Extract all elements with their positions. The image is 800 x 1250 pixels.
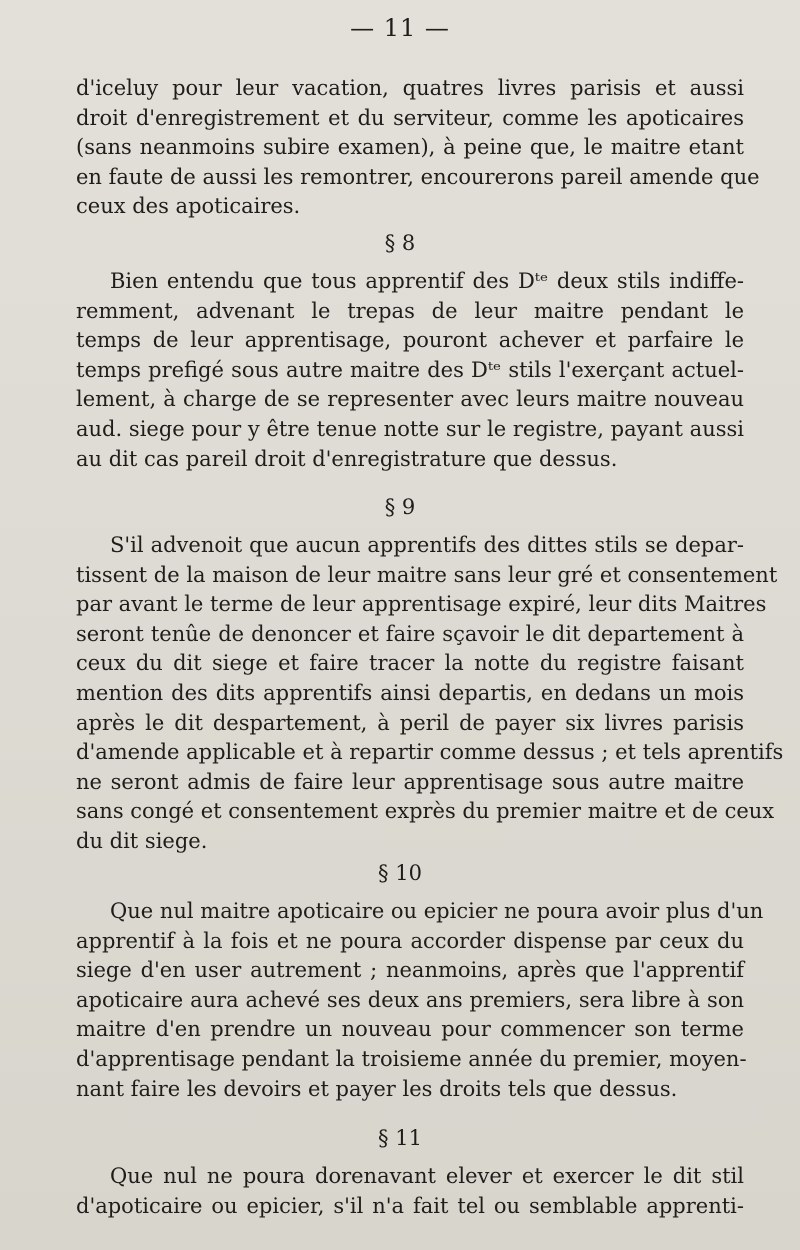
text-line: Que nul ne poura dorenavant elever et exercer le dit stil [110,1164,744,1188]
text-line: droit d'enregistrement et du serviteur, comme les apoticaires [76,105,744,130]
text-line: après le dit despartement, à peril de payer six livres parisis [76,710,744,735]
paragraph-continuation [76,74,760,222]
text-line: du dit siege. [76,828,208,853]
section-heading-10: § 10 [378,861,422,885]
text-line: temps prefigé sous autre maitre des Dᵗᵉ stils l'exerçant actuel- [76,357,744,382]
text-line: d'apoticaire ou epicier, s'il n'a fait tel ou semblable apprenti- [76,1193,744,1218]
paragraph-section-9 [76,531,784,857]
section-heading-8: § 8 [384,231,416,255]
text-line: nant faire les devoirs et payer les droits tels que dessus. [76,1076,678,1101]
text-line: temps de leur apprentisage, pouront achever et parfaire le [76,328,744,353]
text-line: ceux du dit siege et faire tracer la notte du registre faisant [76,651,744,676]
text-line: d'iceluy pour leur vacation, quatres livres parisis et aussi [76,76,744,100]
text-line: au dit cas pareil droit d'enregistrature que dessus. [76,446,618,471]
text-line: aud. siege pour y être tenue notte sur le registre, payant aussi [76,416,744,441]
section-heading-11: § 11 [378,1126,422,1150]
text-line: apoticaire aura achevé ses deux ans premiers, sera libre à son [76,987,744,1012]
text-line: siege d'en user autrement ; neanmoins, après que l'apprentif [76,958,744,983]
paragraph-section-11 [76,1162,744,1221]
text-line: apprentif à la fois et ne poura accorder dispense par ceux du [76,928,744,953]
text-line: remment, advenant le trepas de leur maitre pendant le [76,298,744,323]
text-line: en faute de aussi les remontrer, encourerons pareil amende que [76,164,760,189]
text-line: Bien entendu que tous apprentif des Dᵗᵉ deux stils indiffe- [110,269,744,293]
text-line: ne seront admis de faire leur apprentisage sous autre maitre [76,769,744,794]
text-line: sans congé et consentement exprès du premier maitre et de ceux [76,799,775,824]
text-line: d'apprentisage pendant la troisieme année du premier, moyen- [76,1046,747,1071]
text-line: lement, à charge de se representer avec leurs maitre nouveau [76,387,744,412]
paragraph-section-10 [76,897,764,1104]
text-line: (sans neanmoins subire examen), à peine que, le maitre etant [76,135,744,160]
text-line: seront tenûe de denoncer et faire sçavoir le dit departement à [76,621,744,646]
section-heading-9: § 9 [384,495,416,519]
text-line: par avant le terme de leur apprentisage expiré, leur dits Maitres [76,592,767,617]
text-line: Que nul maitre apoticaire ou epicier ne poura avoir plus d'un [110,899,764,923]
text-line: tissent de la maison de leur maitre sans leur gré et consentement [76,562,778,587]
text-line: d'amende applicable et à repartir comme dessus ; et tels aprentifs [76,740,784,765]
paragraph-section-8 [76,267,744,474]
text-line: mention des dits apprentifs ainsi departis, en dedans un mois [76,680,744,705]
text-line: maitre d'en prendre un nouveau pour commencer son terme [76,1017,744,1042]
text-line: S'il advenoit que aucun apprentifs des dittes stils se depar- [110,533,744,557]
page-number: — 11 — [350,14,450,42]
text-line: ceux des apoticaires. [76,194,301,219]
